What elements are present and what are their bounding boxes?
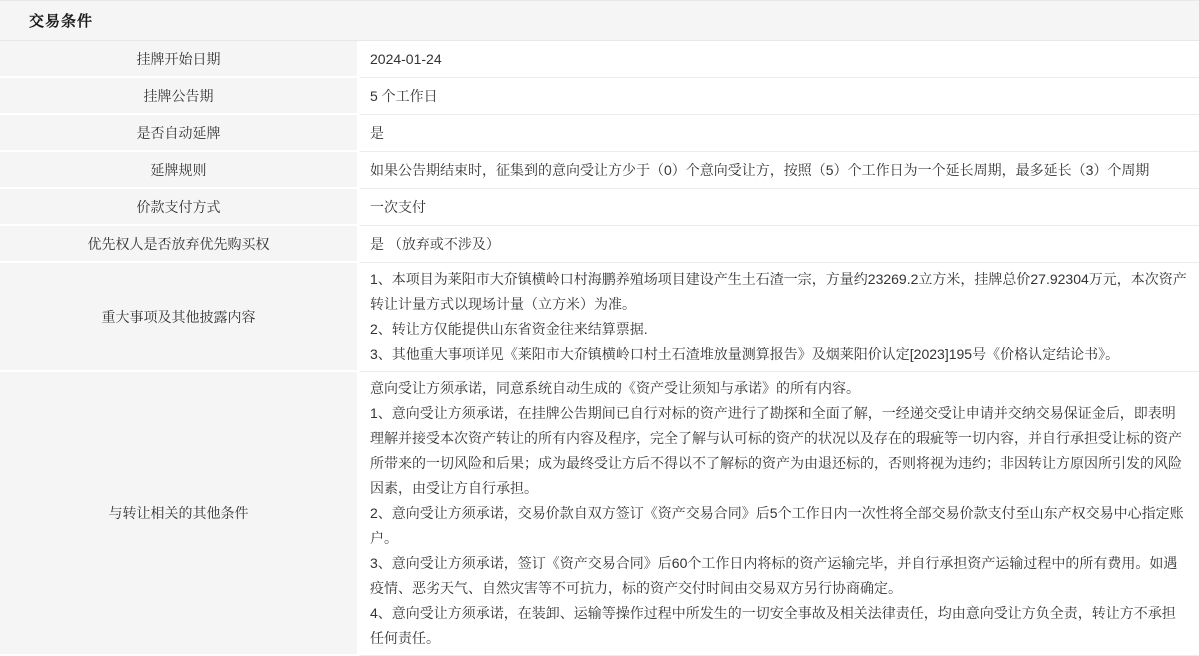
row-value: 5 个工作日 [360,78,1199,115]
row-value [360,263,1199,372]
condition-paragraph: 4、意向受让方须承诺，在装卸、运输等操作过程中所发生的一切安全事故及相关法律责任，均由意向受让方负全责，转让方不承担任何责任。 [370,605,1176,646]
row-value [360,372,1199,656]
row-value: 一次支付 [360,189,1199,226]
table-row-preemptive-right-waiver [0,226,1199,263]
row-label: 价款支付方式 [0,189,360,226]
table-row-auto-extension [0,115,1199,152]
row-value: 是 [360,115,1199,152]
table-row-announcement-period [0,78,1199,115]
row-value: 如果公告期结束时，征集到的意向受让方少于（0）个意向受让方，按照（5）个工作日为一个延长周期，最多延长（3）个周期 [360,152,1199,189]
disclosure-paragraph: 2、转让方仅能提供山东省资金往来结算票据. [370,321,648,337]
section-title: 交易条件 [29,13,94,30]
condition-paragraph: 3、意向受让方须承诺，签订《资产交易合同》后60个工作日内将标的资产运输完毕，并自行承担资产运输过程中的所有费用。如遇疫情、恶劣天气、自然灾害等不可抗力，标的资产交付时间由交易双方另行协商确定。 [370,555,1178,596]
disclosure-paragraph: 1、本项目为莱阳市大夼镇横岭口村海鹏养殖场项目建设产生土石渣一宗，方量约23269.2立方米，挂牌总价27.92304万元，本次资产转让计量方式以现场计量（立方米）为准。 [370,271,1187,312]
row-label: 挂牌开始日期 [0,41,360,78]
condition-paragraph: 1、意向受让方须承诺，在挂牌公告期间已自行对标的资产进行了勘探和全面了解，一经递交受让申请并交纳交易保证金后，即表明理解并接受本次资产转让的所有内容及程序，完全了解与认可标的资产的状况以及存在的瑕疵等一切内容，并自行承担受让标的资产所带来的一切风险和后果；成为最终受让方后不得以不了解标的资产为由退还标的，否则将视为违约；非因转让方原因所引发的风险因素，由受让方自行承担。 [370,405,1182,496]
row-label: 延牌规则 [0,152,360,189]
table-row-listing-start-date [0,41,1199,78]
row-value: 2024-01-24 [360,41,1199,78]
row-value: 是 （放弃或不涉及） [360,226,1199,263]
disclosure-paragraph: 3、其他重大事项详见《莱阳市大夼镇横岭口村土石渣堆放量测算报告》及烟莱阳价认定[2023]195号《价格认定结论书》。 [370,346,1120,362]
condition-paragraph: 2、意向受让方须承诺，交易价款自双方签订《资产交易合同》后5个工作日内一次性将全部交易价款支付至山东产权交易中心指定账户。 [370,505,1184,546]
section-header [0,0,1199,41]
row-label: 优先权人是否放弃优先购买权 [0,226,360,263]
table-row-other-transfer-conditions [0,372,1199,656]
row-label: 与转让相关的其他条件 [0,372,360,656]
row-label: 是否自动延牌 [0,115,360,152]
table-row-major-disclosure [0,263,1199,372]
table-row-payment-method [0,189,1199,226]
row-label: 重大事项及其他披露内容 [0,263,360,372]
table-row-extension-rules [0,152,1199,189]
conditions-table [0,41,1199,656]
condition-paragraph: 意向受让方须承诺，同意系统自动生成的《资产受让须知与承诺》的所有内容。 [370,380,860,396]
row-label: 挂牌公告期 [0,78,360,115]
